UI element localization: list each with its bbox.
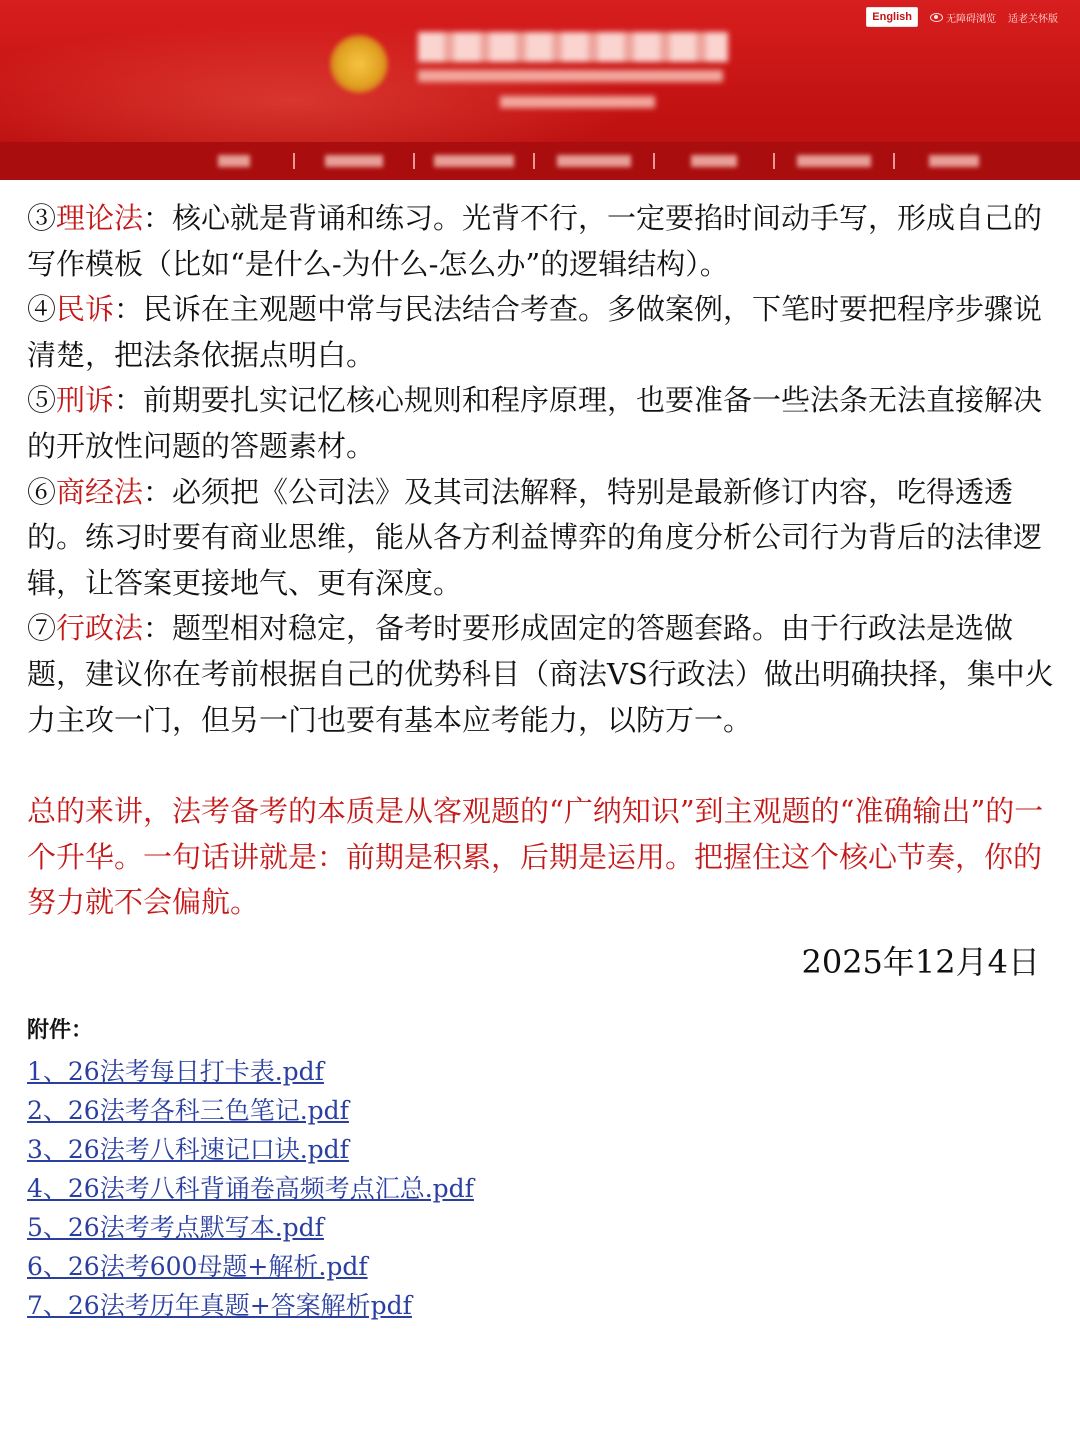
site-url-blurred [500, 96, 655, 108]
paragraph-text: ：民诉在主观题中常与民法结合考查。多做案例，下笔时要把程序步骤说清楚，把法条依据点明白。 [27, 292, 1043, 372]
attachment-link[interactable]: 1、26法考每日打卡表.pdf [27, 1057, 324, 1086]
attachment-link[interactable]: 2、26法考各科三色笔记.pdf [27, 1096, 349, 1125]
nav-item-label-blurred [218, 155, 250, 167]
eye-icon [930, 13, 943, 22]
attachment-link[interactable]: 4、26法考八科背诵卷高频考点汇总.pdf [27, 1174, 474, 1203]
header-utility-bar [866, 7, 1058, 27]
accessible-browse-label: 无障碍浏览 [946, 13, 996, 25]
item-number: ⑦ [27, 611, 57, 646]
attachment-links [27, 1052, 474, 1325]
nav-item-4[interactable] [535, 155, 653, 167]
attachments-title: 附件： [27, 1017, 94, 1043]
publish-date: 2025年12月4日 [801, 943, 1040, 981]
nav-item-3[interactable] [415, 155, 533, 167]
nav-item-label-blurred [557, 155, 631, 167]
nav-item-label-blurred [929, 155, 979, 167]
site-header [0, 0, 1080, 180]
paragraph-administrative-law [27, 606, 1057, 743]
item-number: ③ [27, 201, 57, 235]
subject-label: 理论法 [56, 201, 144, 235]
nav-item-5[interactable] [655, 155, 773, 167]
item-number: ④ [27, 292, 57, 327]
subject-label: 商经法 [56, 474, 144, 509]
main-nav [0, 142, 1080, 180]
subject-label: 民诉 [56, 292, 115, 327]
subject-label: 刑诉 [56, 383, 115, 418]
summary-paragraph: 总的来讲，法考备考的本质是从客观题的“广纳知识”到主观题的“准确输出”的一个升华。一句话讲就是：前期是积累，后期是运用。把握住这个核心节奏，你的努力就不会偏航。 [27, 794, 1044, 920]
site-title-blurred [418, 32, 728, 62]
paragraph-civil-procedure [27, 287, 1057, 378]
paragraph-text: ：必须把《公司法》及其司法解释，特别是最新修订内容，吃得透透的。练习时要有商业思维，能从各方利益博弈的角度分析公司行为背后的法律逻辑，让答案更接地气、更有深度。 [27, 474, 1043, 600]
attachments-section [27, 1015, 474, 1325]
nav-item-label-blurred [434, 155, 514, 167]
nav-item-label-blurred [797, 155, 871, 167]
english-button[interactable]: English [866, 7, 918, 27]
nav-item-1[interactable] [175, 155, 293, 167]
nav-item-7[interactable] [895, 155, 1013, 167]
national-emblem-logo [330, 35, 388, 93]
paragraph-spacer [27, 743, 1057, 789]
paragraph-text: ：前期要扎实记忆核心规则和程序原理，也要准备一些法条无法直接解决的开放性问题的答题素材。 [27, 383, 1043, 463]
item-number: ⑥ [27, 474, 57, 509]
paragraph-commercial-economic-law [27, 470, 1057, 607]
paragraph-criminal-procedure [27, 378, 1057, 469]
attachment-link[interactable]: 6、26法考600母题+解析.pdf [27, 1252, 368, 1281]
paragraph-text: ：核心就是背诵和练习。光背不行，一定要掐时间动手写，形成自己的写作模板（比如“是什么-为什么-怎么办”的逻辑结构）。 [27, 201, 1043, 281]
accessible-browse-button[interactable] [930, 10, 996, 25]
nav-item-label-blurred [325, 155, 383, 167]
subject-label: 行政法 [56, 611, 144, 646]
nav-item-2[interactable] [295, 155, 413, 167]
paragraph-text: ：题型相对稳定，备考时要形成固定的答题套路。由于行政法是选做题，建议你在考前根据自己的优势科目（商法VS行政法）做出明确抉择，集中火力主攻一门，但另一门也要有基本应考能力，以防万一。 [27, 611, 1054, 737]
attachment-link[interactable]: 7、26法考历年真题+答案解析pdf [27, 1291, 412, 1320]
item-number: ⑤ [27, 383, 57, 418]
paragraph-theory-law [27, 196, 1057, 287]
elder-mode-button[interactable]: 适老关怀版 [1008, 13, 1058, 25]
attachment-link[interactable]: 3、26法考八科速记口诀.pdf [27, 1135, 349, 1164]
article-body [27, 196, 1057, 926]
site-subtitle-blurred [418, 70, 723, 82]
nav-item-6[interactable] [775, 155, 893, 167]
nav-item-label-blurred [691, 155, 737, 167]
attachment-link[interactable]: 5、26法考考点默写本.pdf [27, 1213, 324, 1242]
